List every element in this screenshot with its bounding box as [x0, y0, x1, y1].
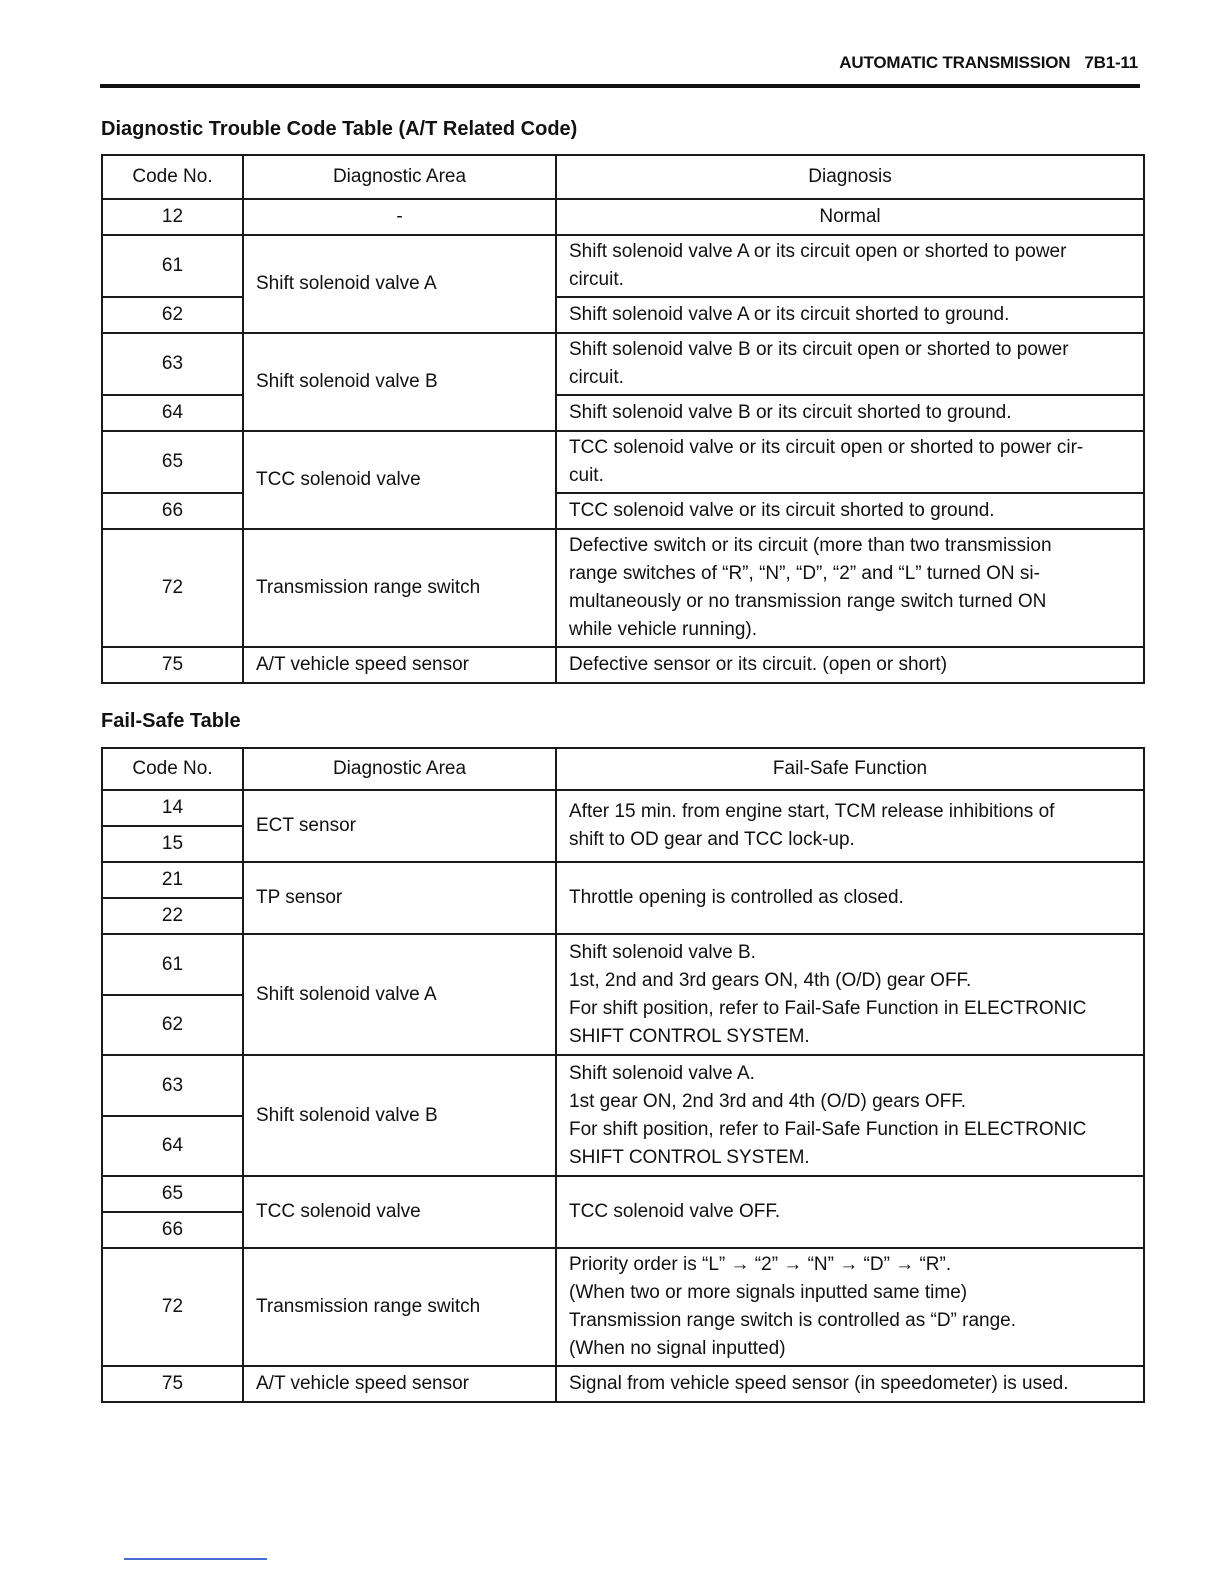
diagnosis-line: circuit.	[569, 367, 624, 388]
table-row	[102, 529, 1144, 647]
code-cell: 65	[102, 1176, 243, 1212]
table-row	[102, 1176, 1144, 1212]
col-code-header: Code No.	[102, 155, 243, 199]
code-cell: 61	[102, 934, 243, 995]
function-line: (When no signal inputted)	[569, 1338, 786, 1359]
failsafe-header-row	[102, 748, 1144, 790]
diagnosis-cell	[556, 199, 1144, 235]
function-cell	[556, 862, 1144, 934]
area-cell: A/T vehicle speed sensor	[243, 647, 556, 683]
table-row	[102, 1366, 1144, 1402]
header-text	[839, 53, 1138, 73]
area-cell: Shift solenoid valve B	[243, 1055, 556, 1176]
diagnosis-cell	[556, 395, 1144, 431]
diagnosis-cell	[556, 431, 1144, 493]
table-row	[102, 647, 1144, 683]
page-header	[100, 50, 1140, 88]
col-area-header: Diagnostic Area	[243, 748, 556, 790]
area-cell: Shift solenoid valve A	[243, 235, 556, 333]
diagnosis-line: circuit.	[569, 269, 624, 290]
code-cell: 14	[102, 790, 243, 826]
function-cell	[556, 934, 1144, 1055]
function-line: shift to OD gear and TCC lock-up.	[569, 829, 855, 850]
function-line: Signal from vehicle speed sensor (in speedometer) is used.	[569, 1373, 1069, 1394]
function-line: Priority order is “L” → “2” → “N” → “D” → “R”.	[569, 1254, 952, 1275]
area-cell: ECT sensor	[243, 790, 556, 862]
area-cell: Transmission range switch	[243, 529, 556, 647]
code-cell: 12	[102, 199, 243, 235]
code-cell: 62	[102, 995, 243, 1055]
table-row	[102, 1248, 1144, 1366]
diagnosis-line: Normal	[819, 206, 881, 227]
diagnosis-line: Shift solenoid valve A or its circuit shorted to ground.	[569, 304, 1010, 325]
code-cell: 75	[102, 1366, 243, 1402]
diagnosis-line: Shift solenoid valve B or its circuit open or shorted to power	[569, 339, 1069, 360]
page-number: 7B1-11	[1084, 53, 1138, 72]
diagnosis-line: Defective sensor or its circuit. (open or short)	[569, 654, 948, 675]
function-line: SHIFT CONTROL SYSTEM.	[569, 1025, 810, 1047]
code-cell: 62	[102, 297, 243, 333]
diagnosis-line: Shift solenoid valve B or its circuit shorted to ground.	[569, 402, 1012, 423]
diagnosis-line: TCC solenoid valve or its circuit open or shorted to power cir-	[569, 437, 1084, 458]
dtc-table-title: Diagnostic Trouble Code Table (A/T Related Code)	[101, 118, 578, 140]
code-cell: 63	[102, 1055, 243, 1116]
table-row	[102, 1055, 1144, 1116]
area-cell: TCC solenoid valve	[243, 1176, 556, 1248]
function-line: For shift position, refer to Fail-Safe Function in ELECTRONIC	[569, 997, 1087, 1019]
failsafe-table-title: Fail-Safe Table	[101, 710, 241, 732]
code-cell: 22	[102, 898, 243, 934]
code-cell: 64	[102, 395, 243, 431]
function-line: 1st gear ON, 2nd 3rd and 4th (O/D) gears OFF.	[569, 1090, 967, 1112]
function-line: TCC solenoid valve OFF.	[569, 1201, 781, 1222]
code-cell: 61	[102, 235, 243, 297]
code-cell: 15	[102, 826, 243, 862]
code-cell: 64	[102, 1116, 243, 1176]
function-line: SHIFT CONTROL SYSTEM.	[569, 1146, 810, 1168]
diagnosis-cell	[556, 333, 1144, 395]
area-cell: -	[243, 199, 556, 235]
diagnosis-cell	[556, 529, 1144, 647]
table-row	[102, 790, 1144, 826]
code-cell: 72	[102, 529, 243, 647]
diagnosis-line: cuit.	[569, 465, 604, 486]
table-row	[102, 199, 1144, 235]
dtc-table	[101, 154, 1145, 684]
function-line: Throttle opening is controlled as closed.	[569, 887, 904, 908]
area-cell: A/T vehicle speed sensor	[243, 1366, 556, 1402]
footer-divider	[124, 1558, 267, 1560]
function-line: (When two or more signals inputted same time)	[569, 1282, 968, 1303]
col-diagnosis-header: Diagnosis	[556, 155, 1144, 199]
code-cell: 65	[102, 431, 243, 493]
code-cell: 21	[102, 862, 243, 898]
col-code-header: Code No.	[102, 748, 243, 790]
table-row	[102, 333, 1144, 395]
area-cell: Transmission range switch	[243, 1248, 556, 1366]
dtc-header-row	[102, 155, 1144, 199]
area-cell: TCC solenoid valve	[243, 431, 556, 529]
col-function-header: Fail-Safe Function	[556, 748, 1144, 790]
function-cell	[556, 1176, 1144, 1248]
table-row	[102, 431, 1144, 493]
table-row	[102, 934, 1144, 995]
diagnosis-cell	[556, 297, 1144, 333]
function-line: For shift position, refer to Fail-Safe Function in ELECTRONIC	[569, 1118, 1087, 1140]
col-area-header: Diagnostic Area	[243, 155, 556, 199]
code-cell: 66	[102, 493, 243, 529]
code-cell: 75	[102, 647, 243, 683]
function-cell	[556, 1248, 1144, 1366]
function-line: After 15 min. from engine start, TCM release inhibitions of	[569, 801, 1055, 822]
diagnosis-line: multaneously or no transmission range switch turned ON	[569, 591, 1047, 612]
diagnosis-line: TCC solenoid valve or its circuit shorted to ground.	[569, 500, 995, 521]
diagnosis-line: while vehicle running).	[569, 619, 757, 640]
header-title: AUTOMATIC TRANSMISSION	[839, 53, 1071, 72]
diagnosis-line: Defective switch or its circuit (more than two transmission	[569, 535, 1052, 556]
diagnosis-cell	[556, 493, 1144, 529]
failsafe-table	[101, 747, 1145, 1403]
diagnosis-cell	[556, 235, 1144, 297]
table-row	[102, 235, 1144, 297]
diagnosis-line: range switches of “R”, “N”, “D”, “2” and “L” turned ON si-	[569, 563, 1040, 584]
function-cell	[556, 1366, 1144, 1402]
function-line: Transmission range switch is controlled as “D” range.	[569, 1310, 1017, 1331]
function-line: Shift solenoid valve A.	[569, 1062, 755, 1084]
function-cell	[556, 790, 1144, 862]
code-cell: 66	[102, 1212, 243, 1248]
function-cell	[556, 1055, 1144, 1176]
function-line: Shift solenoid valve B.	[569, 941, 756, 963]
area-cell: TP sensor	[243, 862, 556, 934]
area-cell: Shift solenoid valve A	[243, 934, 556, 1055]
table-row	[102, 862, 1144, 898]
diagnosis-cell	[556, 647, 1144, 683]
area-cell: Shift solenoid valve B	[243, 333, 556, 431]
diagnosis-line: Shift solenoid valve A or its circuit open or shorted to power	[569, 241, 1067, 262]
code-cell: 63	[102, 333, 243, 395]
function-line: 1st, 2nd and 3rd gears ON, 4th (O/D) gear OFF.	[569, 969, 972, 991]
code-cell: 72	[102, 1248, 243, 1366]
